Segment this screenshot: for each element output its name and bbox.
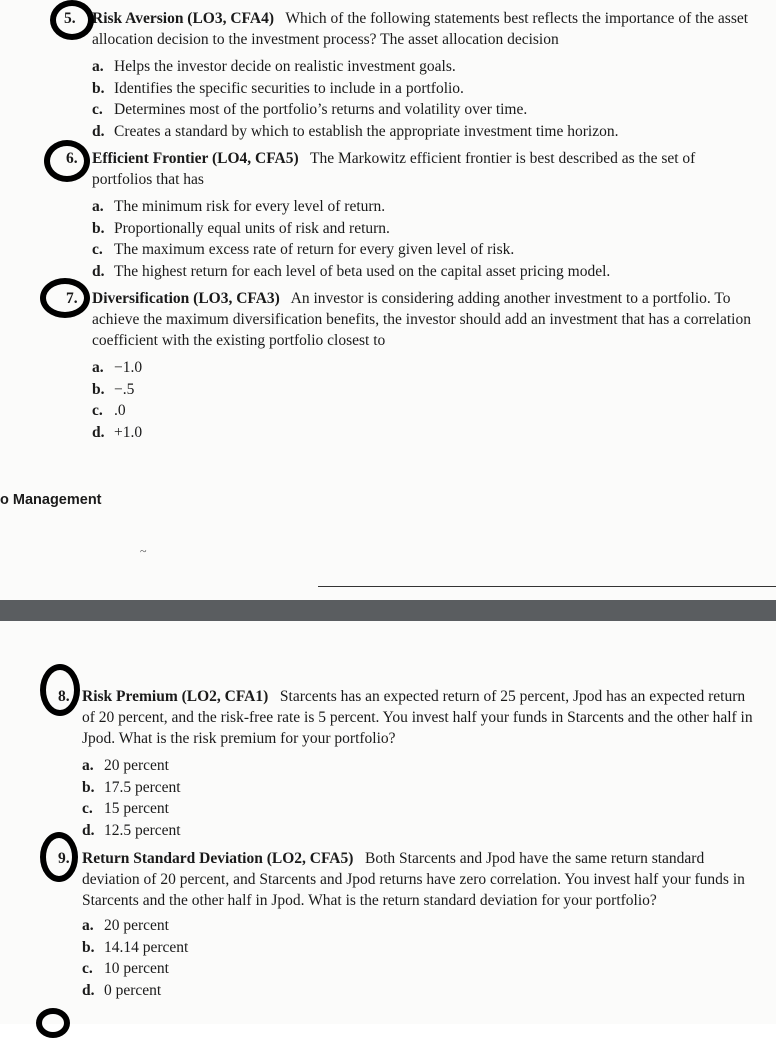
question-8-title: Risk Premium (LO2, CFA1) bbox=[82, 688, 269, 705]
option-letter: c. bbox=[92, 101, 103, 118]
question-5 bbox=[64, 8, 756, 142]
question-7-prompt: An investor is considering adding another investment to a portfolio. To achieve the maximum diversification benefits, the investor should add an investment that has a correlation coefficient with the existing portfolio closest to bbox=[92, 290, 751, 349]
option-8c bbox=[82, 798, 756, 820]
option-letter: a. bbox=[92, 198, 104, 215]
option-6c bbox=[92, 239, 756, 261]
option-7a bbox=[92, 357, 756, 379]
question-9-number: 9. bbox=[58, 850, 70, 867]
option-letter: c. bbox=[92, 402, 103, 419]
page-divider bbox=[0, 600, 776, 621]
option-7d bbox=[92, 422, 756, 444]
stray-mark: ~ bbox=[140, 544, 147, 558]
section-footer-title: o Management bbox=[0, 492, 102, 508]
option-letter: b. bbox=[92, 380, 105, 398]
question-9 bbox=[58, 848, 756, 1001]
option-letter: d. bbox=[92, 122, 105, 140]
question-8-number: 8. bbox=[58, 688, 70, 705]
option-text: 15 percent bbox=[104, 800, 169, 817]
option-text: 20 percent bbox=[104, 917, 169, 934]
option-text: The highest return for each level of beta used on the capital asset pricing model. bbox=[114, 262, 611, 280]
handwritten-circle-mark bbox=[40, 664, 80, 716]
question-9-title: Return Standard Deviation (LO2, CFA5) bbox=[82, 850, 354, 867]
option-text: The maximum excess rate of return for every given level of risk. bbox=[114, 241, 515, 258]
handwritten-circle-mark bbox=[40, 832, 78, 882]
option-letter: d. bbox=[82, 821, 95, 839]
option-text: 0 percent bbox=[104, 981, 162, 999]
option-9a bbox=[82, 915, 756, 937]
handwritten-circle-mark bbox=[50, 0, 94, 40]
option-letter: c. bbox=[82, 800, 93, 817]
option-letter: d. bbox=[82, 981, 95, 999]
option-8a bbox=[82, 755, 756, 777]
question-6-header bbox=[66, 148, 756, 190]
option-letter: b. bbox=[82, 778, 95, 796]
option-letter: b. bbox=[92, 79, 105, 97]
option-6a bbox=[92, 196, 756, 218]
option-text: 14.14 percent bbox=[104, 938, 189, 956]
question-8-header bbox=[58, 686, 756, 749]
option-9d bbox=[82, 980, 756, 1002]
question-5-title: Risk Aversion (LO3, CFA4) bbox=[92, 10, 274, 27]
option-text: Identifies the specific securities to include in a portfolio. bbox=[114, 79, 464, 97]
option-letter: b. bbox=[82, 938, 95, 956]
option-5a bbox=[92, 56, 756, 78]
option-letter: d. bbox=[92, 262, 105, 280]
option-8d bbox=[82, 820, 756, 842]
question-7-options bbox=[92, 357, 756, 443]
option-7c bbox=[92, 400, 756, 422]
option-5b bbox=[92, 78, 756, 100]
option-text: The minimum risk for every level of return. bbox=[114, 198, 386, 215]
question-9-prompt: Both Starcents and Jpod have the same return standard deviation of 20 percent, and Starcents and Jpod returns have zero correlation. You invest half your funds in Starcents and the other half in Jpod. What is the return standard deviation for your portfolio? bbox=[82, 850, 745, 909]
horizontal-rule bbox=[318, 586, 776, 587]
option-letter: a. bbox=[82, 917, 94, 934]
option-letter: c. bbox=[92, 241, 103, 258]
option-letter: a. bbox=[92, 359, 104, 376]
question-5-header bbox=[64, 8, 756, 50]
option-text: Creates a standard by which to establish the appropriate investment time horizon. bbox=[114, 122, 619, 140]
question-6 bbox=[66, 148, 756, 282]
question-6-options bbox=[92, 196, 756, 282]
handwritten-circle-mark bbox=[40, 278, 90, 318]
question-5-options bbox=[92, 56, 756, 142]
option-7b bbox=[92, 379, 756, 401]
option-6d bbox=[92, 261, 756, 283]
option-6b bbox=[92, 218, 756, 240]
option-text: −.5 bbox=[114, 380, 135, 398]
question-6-number: 6. bbox=[66, 150, 78, 167]
option-letter: b. bbox=[92, 219, 105, 237]
handwritten-circle-mark bbox=[44, 140, 90, 182]
option-text: 12.5 percent bbox=[104, 821, 181, 839]
option-text: Proportionally equal units of risk and return. bbox=[114, 219, 390, 237]
question-5-prompt: Which of the following statements best reflects the importance of the asset allocation decision to the investment process? The asset allocation decision bbox=[92, 10, 749, 48]
question-7-header bbox=[66, 288, 756, 351]
option-text: 10 percent bbox=[104, 960, 169, 977]
question-8-prompt: Starcents has an expected return of 25 percent, Jpod has an expected return of 20 percent, and the risk-free rate is 5 percent. You invest half your funds in Starcents and the other half in Jpod. What is the risk premium for your portfolio? bbox=[82, 688, 753, 747]
option-text: Determines most of the portfolio’s returns and volatility over time. bbox=[114, 101, 528, 118]
option-text: 17.5 percent bbox=[104, 778, 181, 796]
option-text: 20 percent bbox=[104, 757, 169, 774]
question-7 bbox=[66, 288, 756, 443]
question-7-number: 7. bbox=[66, 290, 78, 307]
question-6-prompt: The Markowitz efficient frontier is best described as the set of portfolios that has bbox=[92, 150, 696, 188]
option-text: Helps the investor decide on realistic investment goals. bbox=[114, 58, 456, 75]
option-5c bbox=[92, 99, 756, 121]
question-5-number: 5. bbox=[64, 10, 76, 27]
question-9-header bbox=[58, 848, 756, 911]
option-letter: a. bbox=[92, 58, 104, 75]
handwritten-circle-mark bbox=[36, 1008, 70, 1038]
question-8 bbox=[58, 686, 756, 841]
option-letter: c. bbox=[82, 960, 93, 977]
option-letter: a. bbox=[82, 757, 94, 774]
question-7-title: Diversification (LO3, CFA3) bbox=[92, 290, 280, 307]
option-9b bbox=[82, 937, 756, 959]
question-8-options bbox=[82, 755, 756, 841]
question-9-options bbox=[82, 915, 756, 1001]
option-9c bbox=[82, 958, 756, 980]
question-6-title: Efficient Frontier (LO4, CFA5) bbox=[92, 150, 299, 167]
option-text: +1.0 bbox=[114, 423, 143, 441]
option-text: .0 bbox=[114, 402, 126, 419]
option-5d bbox=[92, 121, 756, 143]
option-letter: d. bbox=[92, 423, 105, 441]
option-text: −1.0 bbox=[114, 359, 143, 376]
option-8b bbox=[82, 777, 756, 799]
